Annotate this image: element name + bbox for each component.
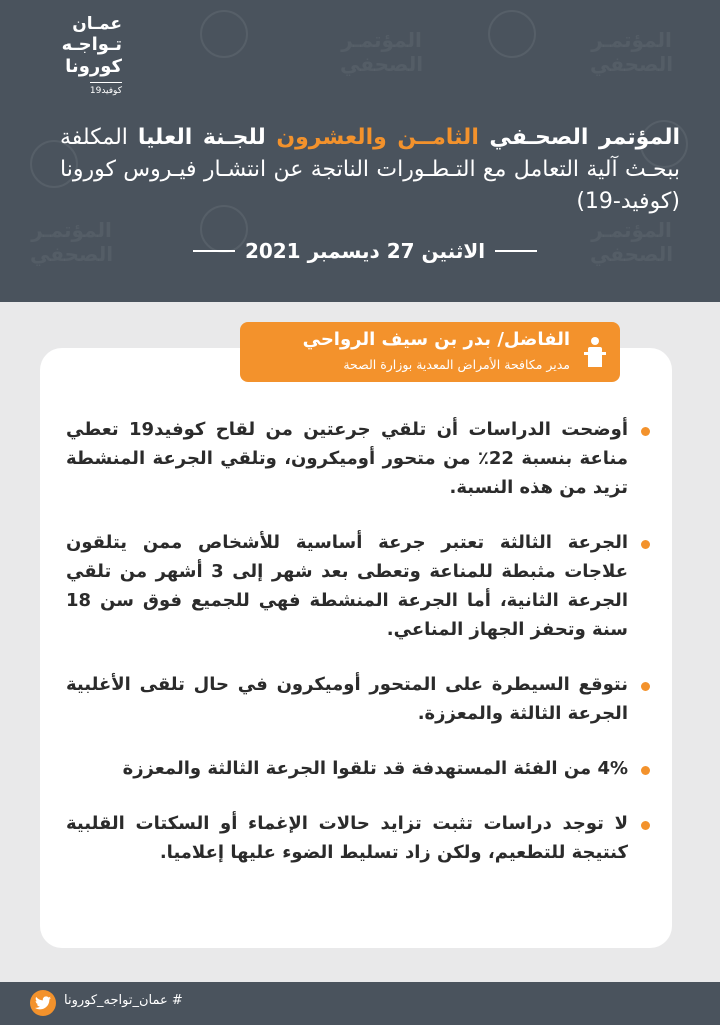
divider xyxy=(495,250,537,252)
list-item: الجرعة الثالثة تعتبر جرعة أساسية للأشخاص ممن يتلقون علاجات مثبطة للمناعة وتعطى بعد شهر إلى 3 أشهر من تلقي الجرعة الثانية، أما الجرعة المنشطة فهي للجميع فوق سن 18 سنة وتحفز الجهاز المناعي. xyxy=(66,528,662,644)
list-item: لا توجد دراسات تثبت تزايد حالات الإغماء أو السكتات القلبية كنتيجة للتطعيم، ولكن زاد تسليط الضوء عليها إعلاميا. xyxy=(66,809,662,867)
title-part1: المؤتمر الصحـفي xyxy=(478,125,680,150)
footer-bar xyxy=(0,982,720,1025)
title-part2: للجـنة العليا xyxy=(137,125,277,150)
list-item: نتوقع السيطرة على المتحور أوميكرون في حال تلقى الأغلبية الجرعة الثالثة والمعززة. xyxy=(66,670,662,728)
bullet-dot-icon xyxy=(641,427,650,436)
emblem-icon xyxy=(488,10,536,58)
divider xyxy=(193,250,235,252)
title-part3: المكلفة ببحـث آلية التعامل مع التـطـورات الناتجة عن انتشـار فيـروس كورونا (كوفيد-19) xyxy=(60,125,680,214)
podium-speaker-icon xyxy=(582,336,608,368)
watermark: المؤتمـر الصحفي xyxy=(590,218,674,266)
twitter-icon[interactable] xyxy=(30,990,56,1016)
conference-date: الاثنين 27 ديسمبر 2021 xyxy=(244,239,486,263)
hashtag[interactable]: # عمان_تواجه_كورونا xyxy=(64,993,183,1008)
bullet-dot-icon xyxy=(641,821,650,830)
watermark: المؤتمـر الصحفي xyxy=(340,28,424,76)
bullet-dot-icon xyxy=(641,682,650,691)
bullet-dot-icon xyxy=(641,540,650,549)
bullet-list xyxy=(66,415,662,893)
list-item: أوضحت الدراسات أن تلقي جرعتين من لقاح كوفيد19 تعطي مناعة بنسبة 22٪ من متحور أوميكرون، وتلقي الجرعة المنشطة تزيد من هذه النسبة. xyxy=(66,415,662,502)
speaker-role: مدير مكافحة الأمراض المعدية بوزارة الصحة xyxy=(343,357,570,372)
date-line xyxy=(170,236,560,266)
speaker-name: الفاضل/ بدر بن سيف الرواحي xyxy=(302,329,570,350)
list-item: 4% من الفئة المستهدفة قد تلقوا الجرعة الثالثة والمعززة xyxy=(66,754,662,783)
title-highlight: الثامــن والعشرون xyxy=(276,125,479,150)
bullet-dot-icon xyxy=(641,766,650,775)
header-banner xyxy=(0,0,720,302)
speaker-badge xyxy=(240,322,620,382)
page-title xyxy=(60,122,680,218)
emblem-icon xyxy=(200,10,248,58)
watermark: المؤتمـر الصحفي xyxy=(590,28,674,76)
oman-faces-corona-logo: عمـان تـواجـه كورونا كوفيد19 xyxy=(61,14,122,96)
watermark: المؤتمـر الصحفي xyxy=(30,218,114,266)
